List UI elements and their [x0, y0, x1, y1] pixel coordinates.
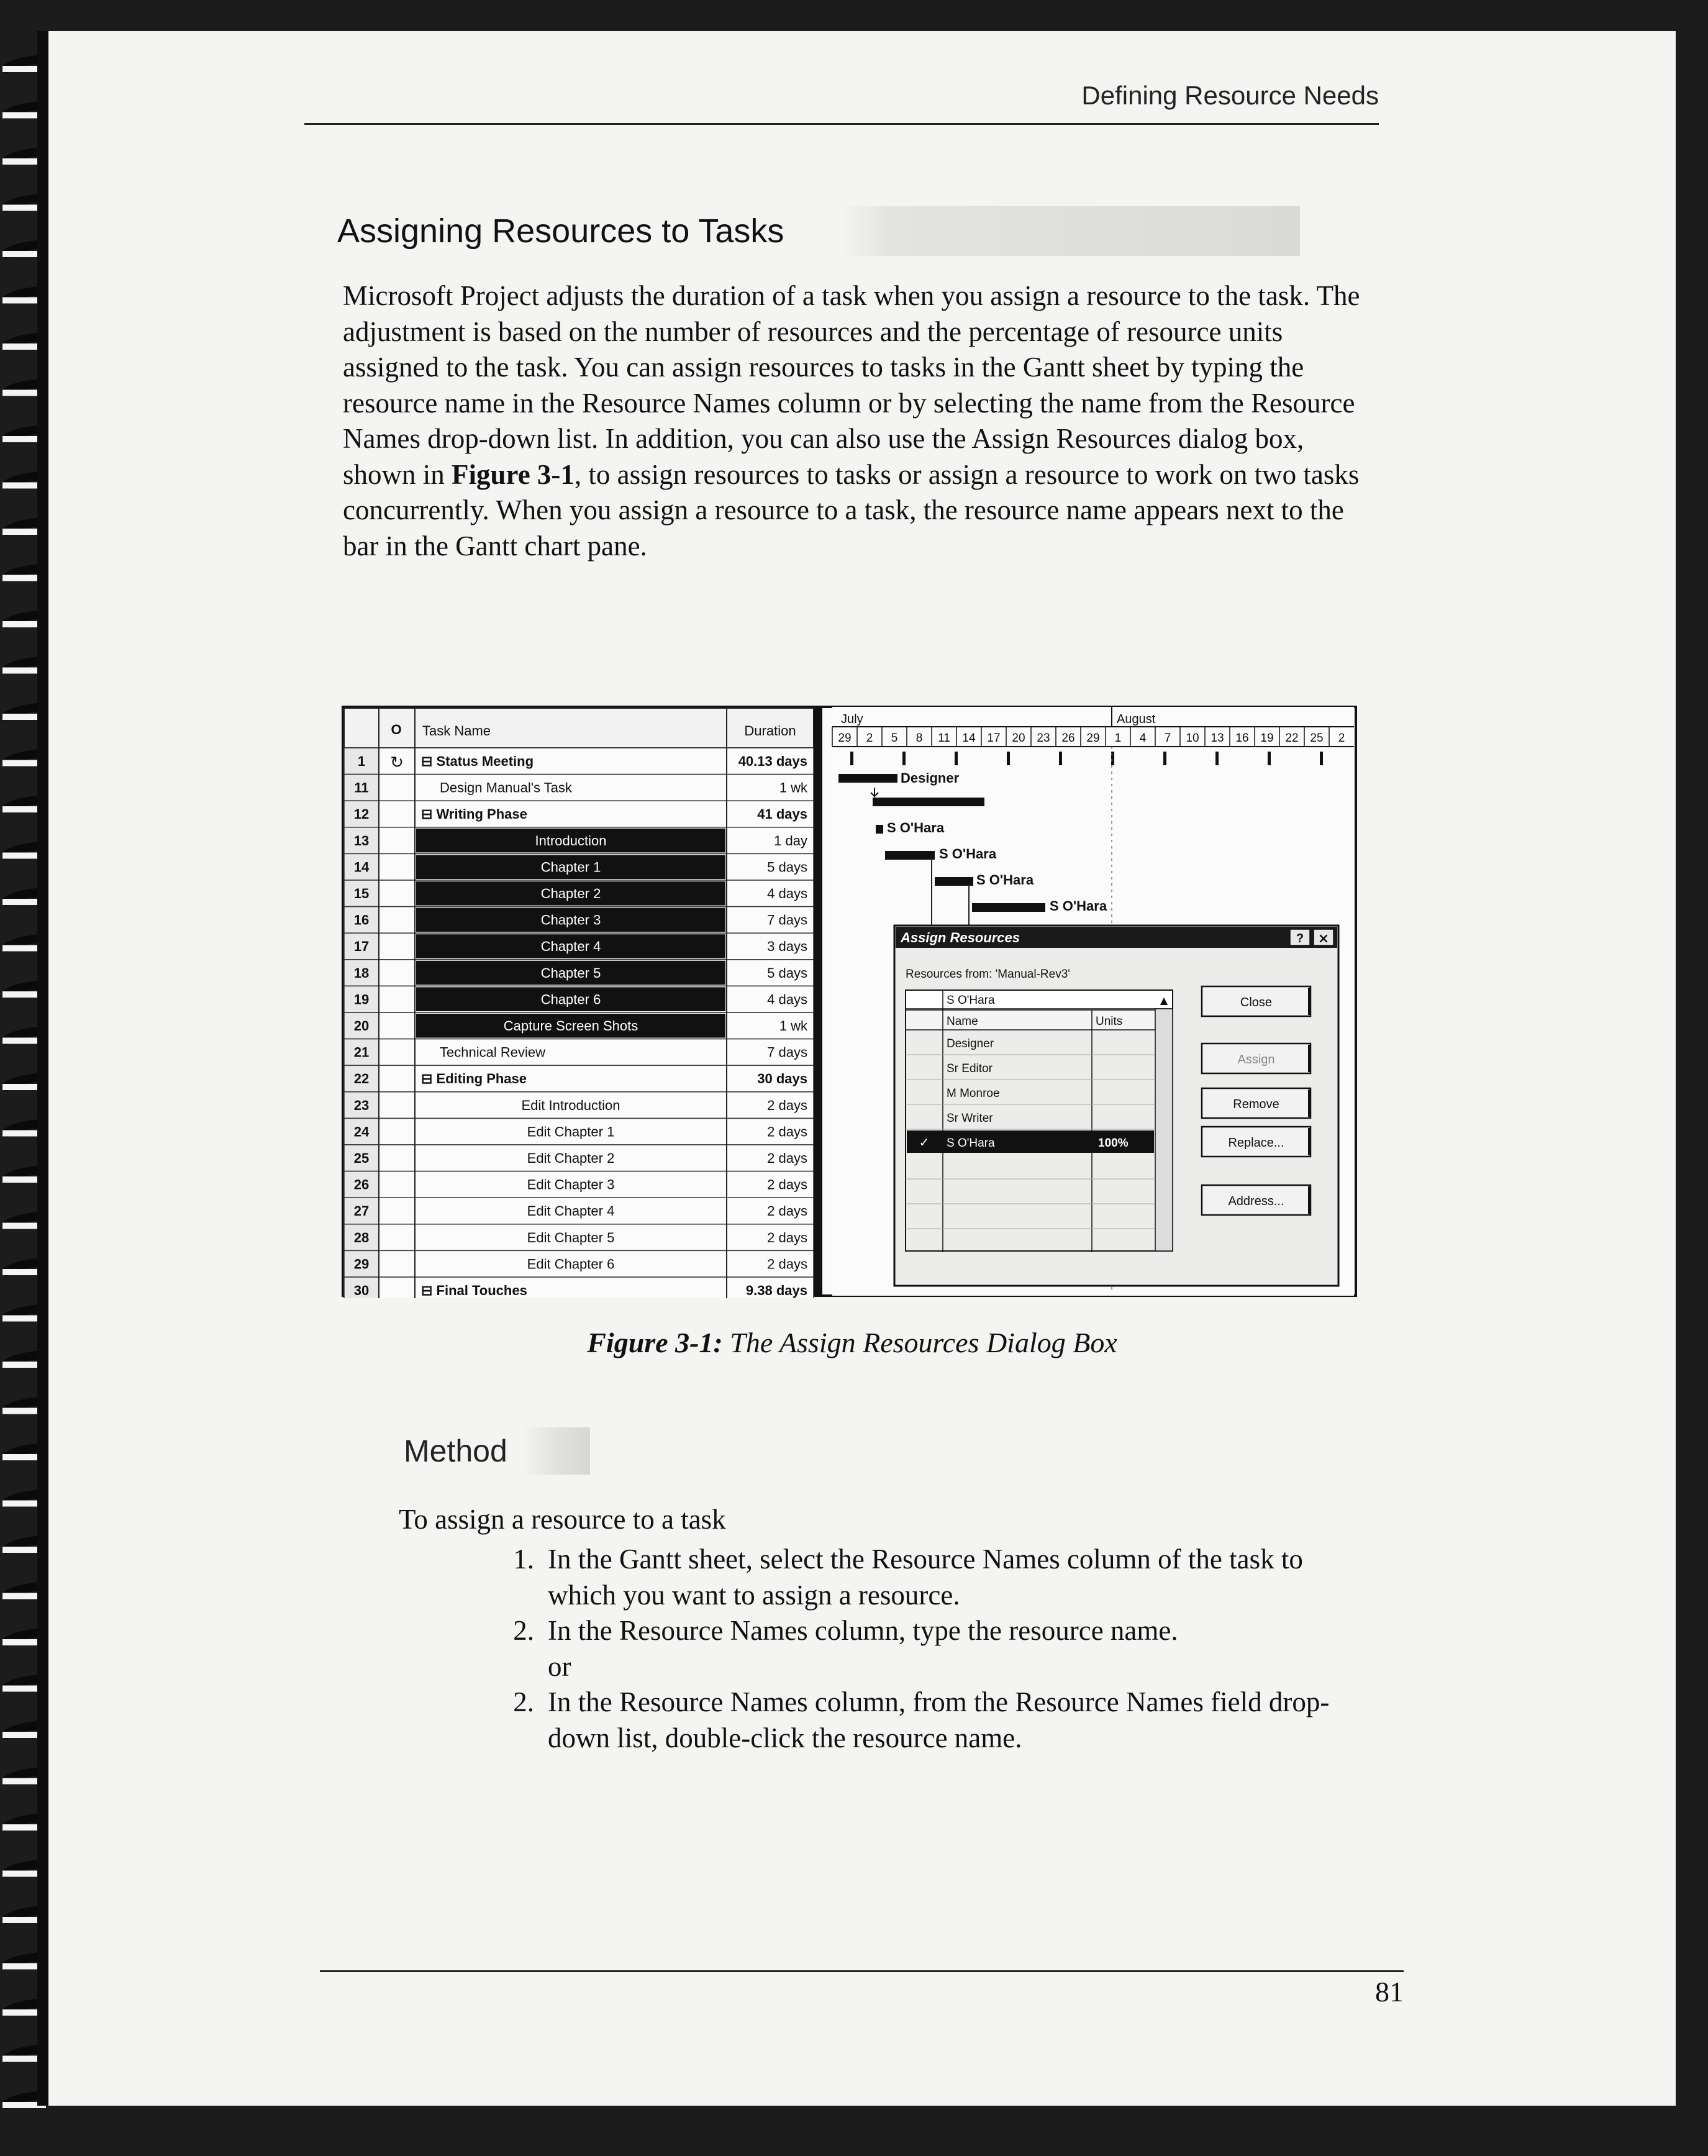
task-id: 24: [353, 1124, 370, 1140]
task-id: 16: [353, 912, 370, 928]
timescale-day: 13: [1211, 732, 1224, 745]
gantt-resource-label: S O'Hara: [976, 872, 1034, 888]
meeting-tick: [955, 752, 958, 765]
section-title: Assigning Resources to Tasks: [332, 206, 1300, 256]
dialog-remove-button-label: Remove: [1233, 1098, 1279, 1111]
task-id: 23: [353, 1097, 370, 1113]
task-name-column-header: Task Name: [422, 723, 491, 739]
task-duration: 9.38 days: [745, 1283, 807, 1298]
timescale-day: 20: [1012, 732, 1025, 745]
task-name: ⊟ Editing Phase: [421, 1071, 527, 1087]
timescale-day: 11: [938, 732, 950, 745]
paragraph-text-1: Microsoft Project adjusts the duration of a task when you assign a resource to the task. The adjustment is based on the number of resources and the percentage of resource units assigned to the task. You can assign resources to tasks in the Gantt sheet by typing the resource name in the Resource Names column or by selecting the name from the Resource Names drop-down list. In addition, you can also use the Assign Resources dialog box, shown in: [343, 280, 1360, 490]
gantt-resource-label: S O'Hara: [887, 820, 945, 835]
gantt-screenshot-figure: [342, 665, 1357, 1298]
task-id: 18: [353, 965, 370, 981]
timescale-day: 29: [838, 732, 852, 745]
meeting-tick: [902, 752, 906, 765]
task-duration: 2 days: [767, 1124, 807, 1140]
task-id: 29: [353, 1256, 370, 1272]
name-column-header: Name: [947, 1015, 978, 1028]
task-id: 13: [353, 832, 370, 848]
task-name: ⊟ Final Touches: [421, 1283, 527, 1298]
gantt-summary-writing: [873, 798, 984, 806]
task-name: Chapter 5: [540, 965, 601, 981]
timescale-day: 25: [1310, 732, 1324, 745]
task-duration: 2 days: [767, 1150, 807, 1166]
task-duration: 2 days: [767, 1229, 807, 1245]
dialog-replace-button-label: Replace...: [1228, 1136, 1284, 1150]
step-number: 2.: [513, 1686, 534, 1717]
figure-caption-text: The Assign Resources Dialog Box: [722, 1327, 1117, 1358]
task-id: 28: [353, 1229, 370, 1245]
resource-list-scrollbar[interactable]: [1155, 1009, 1173, 1251]
task-duration: 41 days: [757, 806, 807, 822]
task-duration: 1 wk: [779, 780, 807, 796]
step-item: [484, 1685, 1354, 1756]
task-name: Introduction: [535, 832, 607, 848]
gantt-bar-chapter3: [972, 903, 1045, 912]
task-duration: 5 days: [767, 965, 807, 981]
timescale-day: 29: [1086, 732, 1100, 745]
gantt-bar-design: [838, 774, 897, 783]
footer-rule: [320, 1970, 1404, 1972]
timescale-day: 23: [1037, 732, 1050, 745]
running-head: Defining Resource Needs: [1081, 81, 1379, 110]
timescale-month: July: [841, 712, 863, 726]
task-duration: 7 days: [767, 1044, 807, 1060]
task-id: 25: [353, 1150, 370, 1166]
resource-name: Designer: [947, 1037, 994, 1050]
task-duration: 2 days: [767, 1256, 807, 1272]
task-duration: 40.13 days: [738, 753, 807, 769]
task-name: Chapter 1: [540, 859, 601, 875]
meeting-tick: [1320, 752, 1323, 765]
step-item: [484, 1542, 1354, 1613]
task-duration: 2 days: [767, 1176, 807, 1193]
figure-reference: Figure 3-1: [452, 458, 575, 490]
intro-paragraph: [343, 278, 1361, 564]
task-duration: 3 days: [767, 939, 807, 955]
method-heading: Method: [397, 1427, 590, 1475]
task-id: 21: [353, 1044, 370, 1060]
timescale-month: August: [1117, 712, 1156, 726]
timescale-day: 10: [1186, 732, 1199, 745]
recurring-task-icon: ↻: [390, 753, 404, 772]
task-id: 22: [353, 1071, 370, 1087]
timescale-day: 1: [1114, 732, 1122, 745]
method-steps: [484, 1542, 1354, 1756]
gantt-resource-label: Designer: [901, 770, 960, 786]
timescale-day: 14: [962, 732, 976, 745]
task-duration: 4 days: [767, 886, 807, 901]
dialog-title: Assign Resources: [901, 930, 1020, 945]
timescale-day: 7: [1164, 732, 1171, 745]
resource-entry-field[interactable]: [906, 990, 1173, 1009]
resource-name: S O'Hara: [947, 1137, 995, 1150]
resource-entry-value: S O'Hara: [947, 994, 995, 1007]
gantt-resource-label: S O'Hara: [939, 846, 997, 862]
task-duration: 4 days: [767, 991, 807, 1007]
task-id: 19: [353, 991, 370, 1007]
task-name: Edit Introduction: [521, 1097, 620, 1113]
timescale-day: 22: [1285, 732, 1299, 745]
timescale-day: 16: [1235, 732, 1249, 745]
meeting-tick: [1163, 752, 1166, 765]
task-id: 30: [353, 1283, 370, 1298]
timescale-day: 19: [1260, 732, 1274, 745]
meeting-tick: [1007, 752, 1010, 765]
help-icon: ?: [1296, 932, 1304, 945]
task-duration: 1 wk: [779, 1018, 807, 1034]
gantt-resource-label: S O'Hara: [1050, 898, 1107, 914]
task-id: 1: [357, 753, 366, 769]
step-number: 2.: [513, 1615, 534, 1646]
timescale-day: 26: [1061, 732, 1075, 745]
task-id: 12: [353, 806, 370, 822]
task-duration: 1 day: [774, 832, 807, 848]
assigned-check-icon: ✓: [919, 1135, 930, 1150]
task-name: Technical Review: [440, 1044, 545, 1060]
scroll-up-icon: ▲: [1160, 994, 1168, 1006]
meeting-tick: [1059, 752, 1062, 765]
timescale-day: 2: [866, 732, 873, 745]
close-icon: ×: [1317, 931, 1330, 947]
task-duration: 2 days: [767, 1097, 807, 1113]
resource-name: Sr Editor: [947, 1062, 993, 1075]
resource-name: Sr Writer: [947, 1112, 993, 1125]
meeting-tick: [1268, 752, 1271, 765]
figure-caption-label: Figure 3-1:: [587, 1327, 723, 1358]
timescale-day: 8: [915, 732, 923, 745]
task-name: Chapter 2: [540, 886, 601, 901]
timescale-day: 2: [1338, 732, 1345, 745]
gantt-bar-chapter2: [935, 877, 973, 886]
task-name: ⊟ Status Meeting: [421, 753, 534, 769]
gantt-bar-chapter1: [885, 851, 935, 860]
task-name: Edit Chapter 2: [527, 1150, 615, 1166]
resource-units: 100%: [1098, 1137, 1129, 1150]
step-text: In the Resource Names column, type the resource name.: [548, 1615, 1178, 1646]
duration-column-header: Duration: [744, 723, 796, 739]
task-id: 20: [353, 1018, 370, 1034]
or-text: or: [548, 1650, 571, 1682]
resource-name: M Monroe: [947, 1087, 1000, 1100]
resources-from-label: Resources from: 'Manual-Rev3': [906, 968, 1070, 981]
task-name: Edit Chapter 1: [527, 1124, 615, 1140]
task-id: 27: [353, 1203, 370, 1219]
task-id: 17: [353, 939, 370, 955]
timescale-day: 4: [1139, 732, 1147, 745]
task-id: 14: [353, 859, 370, 875]
figure-caption: [343, 1326, 1361, 1359]
task-name: Chapter 4: [540, 939, 601, 955]
task-name: Chapter 3: [540, 912, 601, 928]
paragraph-text-2: , to assign resources to tasks or assign a resource to work on two tasks concurrently. When you assign a resource to a task, the resource name appears next to the bar in the Gantt chart pane.: [343, 458, 1360, 562]
step-number: 1.: [513, 1544, 534, 1575]
task-name: Edit Chapter 3: [527, 1176, 615, 1193]
task-name: Edit Chapter 5: [527, 1229, 615, 1245]
timescale-day: 17: [987, 732, 1001, 745]
task-name: Edit Chapter 6: [527, 1256, 615, 1272]
gantt-bar-intro: [876, 825, 883, 834]
task-duration: 7 days: [767, 912, 807, 928]
task-id: 15: [353, 886, 370, 901]
timescale-day: 5: [891, 732, 898, 745]
task-name: ⊟ Writing Phase: [421, 806, 527, 822]
step-text: In the Resource Names column, from the Resource Names field drop-down list, double-click the resource name.: [548, 1686, 1330, 1753]
task-duration: 2 days: [767, 1203, 807, 1219]
meeting-tick: [1215, 752, 1219, 765]
indicator-column-header: O: [391, 722, 402, 737]
page-number: 81: [1375, 1976, 1404, 2008]
step-item: [484, 1613, 1354, 1649]
task-name: Capture Screen Shots: [503, 1018, 638, 1034]
step-text: In the Gantt sheet, select the Resource Names column of the task to which you want to assign a resource.: [548, 1544, 1303, 1611]
task-duration: 30 days: [757, 1071, 807, 1087]
units-column-header: Units: [1096, 1015, 1123, 1028]
task-name: Chapter 6: [540, 991, 601, 1007]
dialog-address-button-label: Address...: [1228, 1194, 1284, 1208]
task-name: Edit Chapter 4: [527, 1203, 615, 1219]
task-name: Design Manual's Task: [440, 780, 572, 796]
method-intro: To assign a resource to a task: [399, 1504, 726, 1535]
step-alternative-or: [484, 1649, 1354, 1685]
task-id: 11: [354, 780, 369, 796]
task-id: 26: [353, 1176, 370, 1193]
meeting-tick: [850, 752, 853, 765]
dialog-assign-button-label: Assign: [1237, 1053, 1275, 1067]
dialog-close-action-button-label: Close: [1240, 996, 1273, 1009]
task-duration: 5 days: [767, 859, 807, 875]
header-rule: [304, 123, 1379, 125]
split-bar: [814, 707, 822, 1296]
